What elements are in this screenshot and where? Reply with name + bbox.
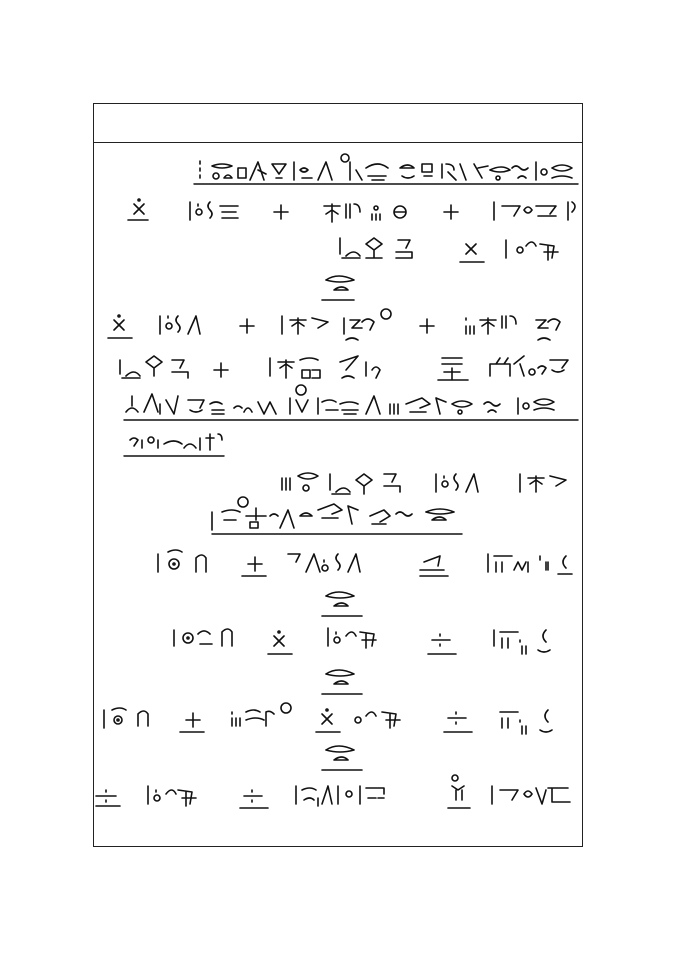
hieroglyph-line-6 bbox=[120, 356, 568, 380]
hieroglyph-line-11 bbox=[158, 550, 572, 576]
hieroglyph-line-14 bbox=[322, 670, 362, 694]
hieroglyph-line-2 bbox=[128, 199, 575, 222]
hieroglyph-line-1 bbox=[194, 154, 578, 184]
hieroglyph-line-13 bbox=[174, 628, 550, 654]
hieroglyph-line-16 bbox=[322, 746, 362, 770]
hieroglyph-line-17 bbox=[96, 775, 570, 808]
hieroglyph-line-9 bbox=[282, 473, 566, 494]
hieroglyph-line-5 bbox=[108, 309, 560, 340]
hieroglyph-line-15 bbox=[104, 703, 552, 734]
hieroglyph-line-12 bbox=[322, 592, 362, 616]
hieroglyph-line-3 bbox=[340, 238, 558, 262]
hieroglyph-line-7 bbox=[124, 385, 578, 420]
hieroglyph-line-4 bbox=[322, 276, 354, 300]
hieroglyph-line-8 bbox=[124, 434, 224, 456]
hieroglyph-line-10 bbox=[212, 497, 462, 534]
